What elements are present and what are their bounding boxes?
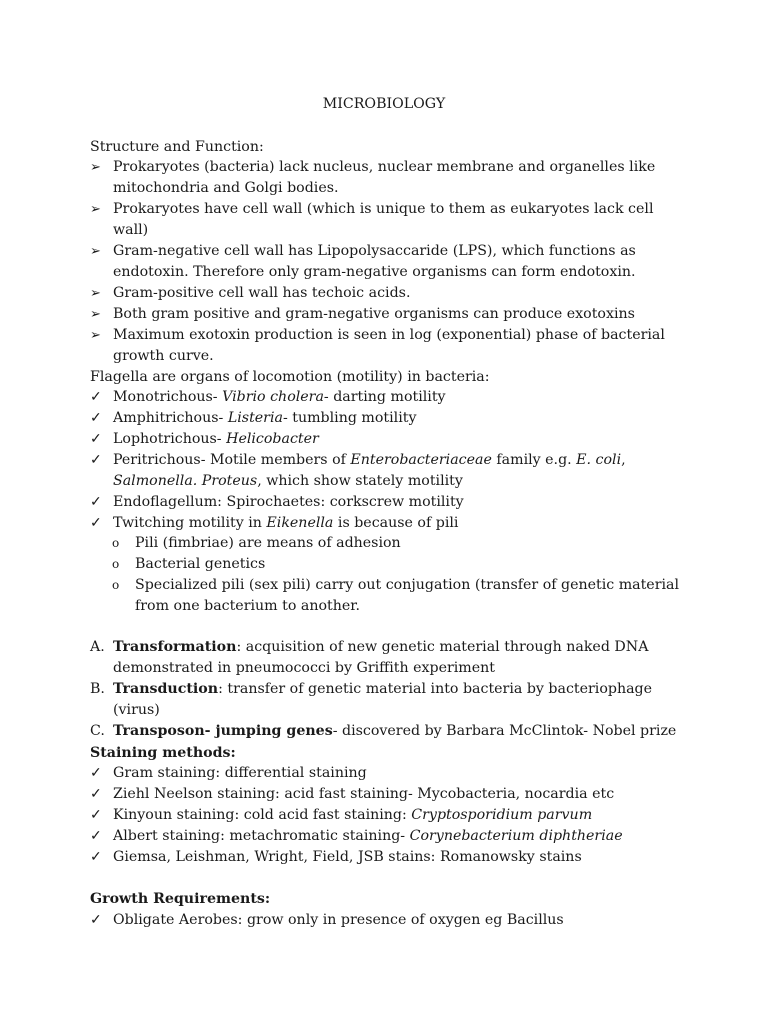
arrow-bullet-icon: ➢ — [90, 307, 101, 322]
list-item: ➢ Prokaryotes have cell wall (which is unique to them as eukaryotes lack cell wall) — [90, 201, 654, 238]
check-bullet-icon: ✓ — [90, 849, 102, 865]
flagella-heading: Flagella are organs of locomotion (motility) in bacteria: — [90, 369, 490, 385]
list-item: o Bacterial genetics — [90, 554, 690, 575]
list-item: ✓ Obligate Aerobes: grow only in presence of oxygen eg Bacillus — [90, 910, 690, 931]
list-item: ➢ Gram-negative cell wall has Lipopolysaccaride (LPS), which functions as endotoxin. Therefore only gram-negative organisms can form endotoxin. — [90, 243, 636, 280]
pili-sublist — [90, 533, 690, 617]
check-bullet-icon: ✓ — [90, 786, 102, 802]
arrow-bullet-icon: ➢ — [90, 202, 101, 217]
check-bullet-icon: ✓ — [90, 389, 102, 405]
list-item: B. Transduction: transfer of genetic material into bacteria by bacteriophage (virus) — [90, 681, 653, 718]
check-bullet-icon: ✓ — [90, 515, 102, 531]
check-bullet-icon: ✓ — [90, 807, 102, 823]
circle-bullet-icon: o — [112, 557, 120, 571]
check-bullet-icon: ✓ — [90, 828, 102, 844]
list-marker: B. — [90, 681, 105, 697]
structure-heading: Structure and Function: — [90, 139, 264, 155]
arrow-bullet-icon: ➢ — [90, 328, 101, 343]
list-item: C. Transposon- jumping genes- discovered by Barbara McClintok- Nobel prize — [90, 721, 690, 742]
list-item: ✓ Albert staining: metachromatic staining- Corynebacterium diphtheriae — [90, 826, 690, 847]
list-item: ✓ Gram staining: differential staining — [90, 763, 690, 784]
staining-heading: Staining methods: — [90, 745, 236, 761]
list-item: ✓ Kinyoun staining: cold acid fast staining: Cryptosporidium parvum — [90, 805, 690, 826]
check-bullet-icon: ✓ — [90, 431, 102, 447]
list-item: o Pili (fimbriae) are means of adhesion — [90, 533, 690, 554]
check-bullet-icon: ✓ — [90, 912, 102, 928]
flagella-list — [90, 387, 690, 534]
list-item: ➢ Both gram positive and gram-negative organisms can produce exotoxins — [90, 304, 690, 325]
arrow-bullet-icon: ➢ — [90, 160, 101, 175]
arrow-bullet-icon: ➢ — [90, 286, 101, 301]
list-item: ✓ Lophotrichous- Helicobacter — [90, 429, 690, 450]
check-bullet-icon: ✓ — [90, 410, 102, 426]
check-bullet-icon: ✓ — [90, 494, 102, 510]
list-item: A. Transformation: acquisition of new genetic material through naked DNA demonstrated in pneumococci by Griffith experiment — [90, 639, 649, 676]
list-item: ✓ Endoflagellum: Spirochaetes: corkscrew motility — [90, 492, 690, 513]
circle-bullet-icon: o — [112, 536, 120, 550]
check-bullet-icon: ✓ — [90, 765, 102, 781]
list-item: ✓ Twitching motility in Eikenella is because of pili — [90, 513, 690, 534]
list-marker: A. — [90, 639, 105, 655]
list-item: o Specialized pili (sex pili) carry out conjugation (transfer of genetic material from one bacterium to another. — [112, 577, 680, 614]
staining-list — [90, 763, 690, 868]
list-item: ➢ Gram-positive cell wall has techoic acids. — [90, 283, 690, 304]
check-bullet-icon: ✓ — [90, 452, 102, 468]
growth-list — [90, 910, 690, 931]
page-title: MICROBIOLOGY — [322, 96, 446, 112]
structure-list — [90, 157, 690, 367]
list-marker: C. — [90, 723, 105, 739]
genetics-list — [90, 637, 690, 742]
list-item: ✓ Monotrichous- Vibrio cholera- darting motility — [90, 387, 690, 408]
list-item: ✓ Ziehl Neelson staining: acid fast staining- Mycobacteria, nocardia etc — [90, 784, 690, 805]
circle-bullet-icon: o — [112, 578, 120, 592]
list-item: ➢ Maximum exotoxin production is seen in log (exponential) phase of bacterial growth curve. — [90, 327, 665, 364]
list-item: ✓ Giemsa, Leishman, Wright, Field, JSB stains: Romanowsky stains — [90, 847, 690, 868]
list-item: ✓ Peritrichous- Motile members of Enterobacteriaceae family e.g. E. coli, Salmonella. Proteus, which show stately motility — [90, 452, 626, 489]
arrow-bullet-icon: ➢ — [90, 244, 101, 259]
growth-heading: Growth Requirements: — [90, 891, 271, 907]
list-item: ✓ Amphitrichous- Listeria- tumbling motility — [90, 408, 690, 429]
list-item: ➢ Prokaryotes (bacteria) lack nucleus, nuclear membrane and organelles like mitochondria and Golgi bodies. — [90, 159, 656, 196]
